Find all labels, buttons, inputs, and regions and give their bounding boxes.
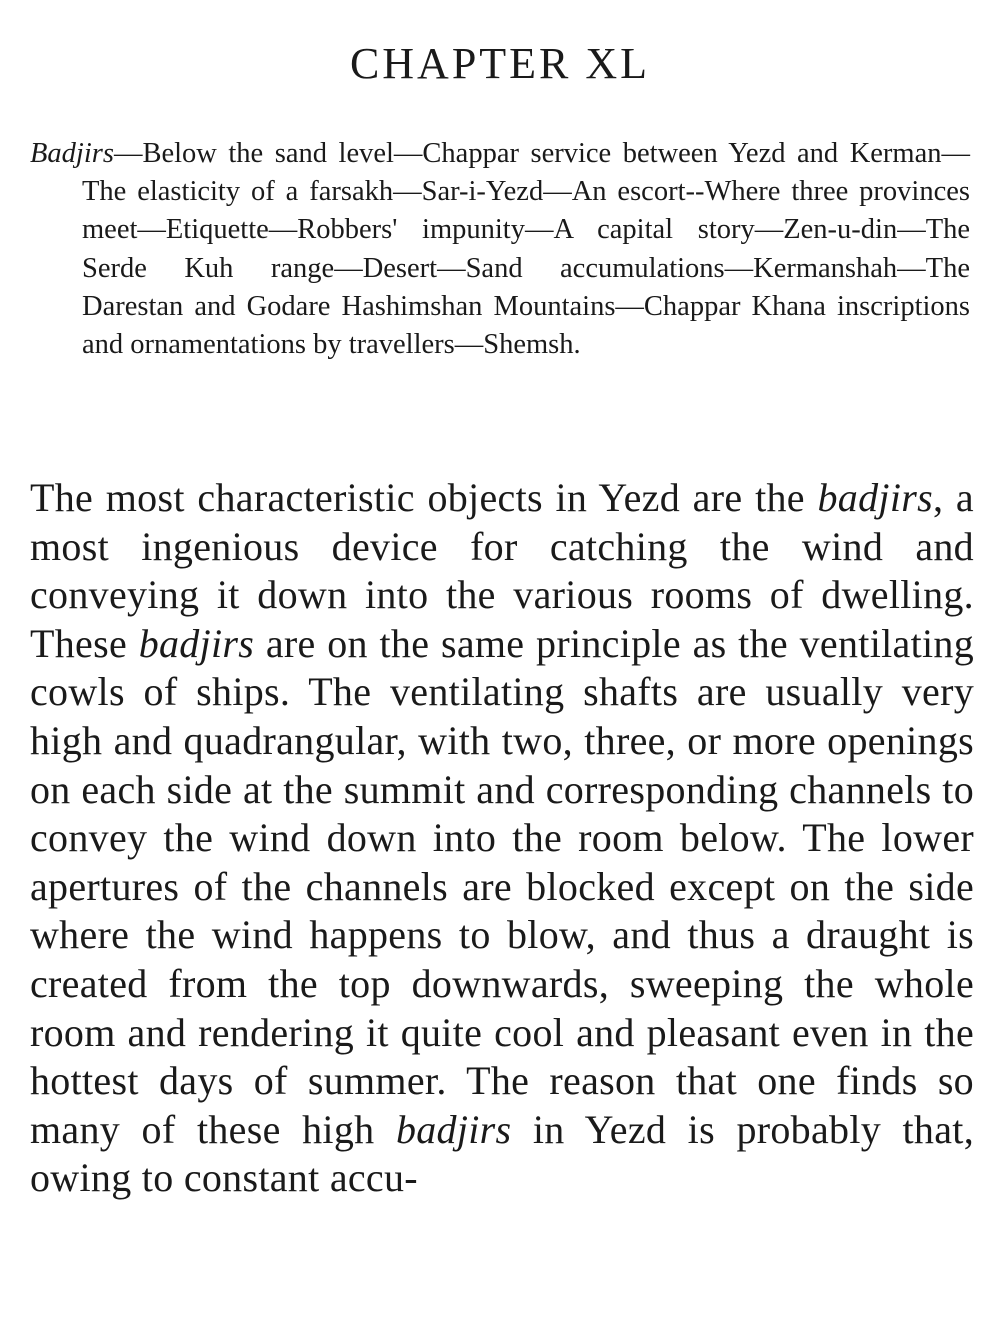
body-paragraph <box>30 474 974 1203</box>
body-italic-2: badjirs <box>138 620 255 666</box>
body-text-3: are on the same principle as the ventilating cowls of ships. The ventilating shafts are usually very high and quadrangular, with two, three, or more openings on each side at the summit and corresponding channels to convey the wind down into the room below. The lower apertures of the channels are blocked except on the side where the wind happens to blow, and thus a draught is created from the top downwards, sweeping the whole room and rendering it quite cool and pleasant even in the hottest days of summer. The reason that one finds so many of these high <box>30 620 974 1152</box>
chapter-summary <box>30 135 970 364</box>
summary-italic-lead: Badjirs <box>30 138 114 169</box>
body-italic-1: badjirs <box>817 475 933 520</box>
body-text-1: The most characteristic objects in Yezd are the <box>30 475 818 520</box>
chapter-title: CHAPTER XL <box>349 39 651 88</box>
body-italic-3: badjirs <box>395 1106 512 1152</box>
body-text-4: in Yezd is probably that, owing to constant accu- <box>30 1106 974 1201</box>
body-text-2: , a most ingenious device for catching the wind and conveying it down into the various rooms of dwelling. These <box>30 475 974 666</box>
summary-text: —Below the sand level—Chappar service between Yezd and Kerman—The elasticity of a farsakh—Sar-i-Yezd—An escort--Where three provinces meet—Etiquette—Robbers' impunity—A capital story—Zen-u-din—The Serde Kuh range—Desert—Sand accumulations—Kermanshah—The Darestan and Godare Hashimshan Mountains—Chappar Khana inscriptions and ornamentations by travellers—Shemsh. <box>82 138 970 361</box>
